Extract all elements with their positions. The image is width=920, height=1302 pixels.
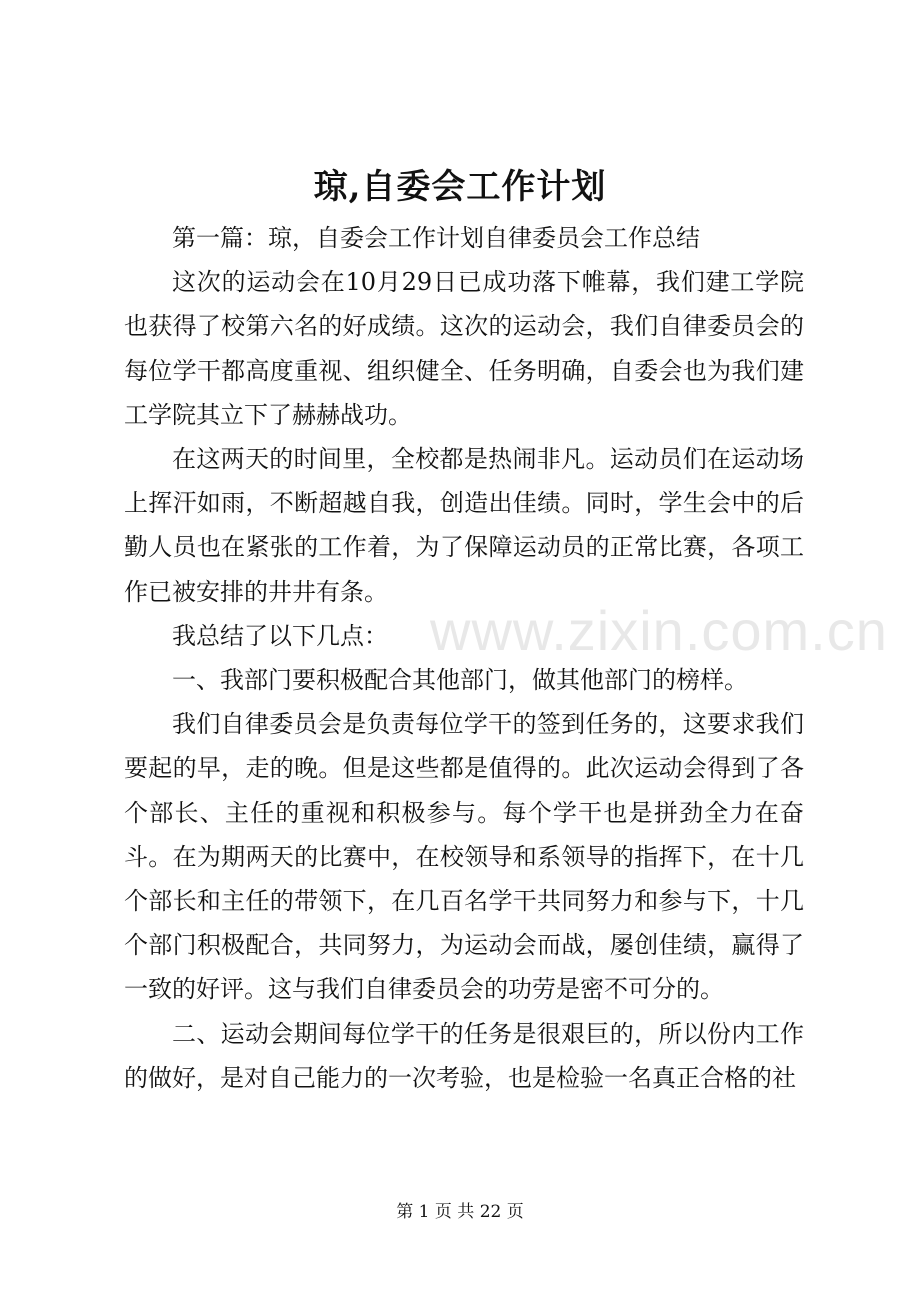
watermark: www.zixin.com.cn [430, 599, 888, 662]
paragraph: 在这两天的时间里，全校都是热闹非凡。运动员们在运动场上挥汗如雨，不断超越自我，创造出佳绩。同时，学生会中的后勤人员也在紧张的工作着，为了保障运动员的正常比赛，各项工作已被安排的井井有条。 [124, 445, 804, 606]
paragraph: 这次的运动会在10月29日已成功落下帷幕，我们建工学院也获得了校第六名的好成绩。这次的运动会，我们自律委员会的每位学干都高度重视、组织健全、任务明确，自委会也为我们建工学院其立下了赫赫战功。 [124, 268, 804, 429]
paragraph-heading: 第一篇：琼，自委会工作计划自律委员会工作总结 [172, 224, 700, 252]
paragraph: 我总结了以下几点： [172, 621, 388, 650]
document-title: 琼,自委会工作计划 [313, 167, 607, 207]
page-footer: 第 1 页 共 22 页 [396, 1202, 524, 1222]
paragraph: 二、运动会期间每位学干的任务是很艰巨的，所以份内工作的做好，是对自己能力的一次考验，也是检验一名真正合格的社 [124, 1019, 804, 1092]
paragraph: 一、我部门要积极配合其他部门，做其他部门的榜样。 [172, 666, 748, 695]
paragraph: 我们自律委员会是负责每位学干的签到任务的，这要求我们要起的早，走的晚。但是这些都是值得的。此次运动会得到了各个部长、主任的重视和积极参与。每个学干也是拼劲全力在奋斗。在为期两天的比赛中，在校领导和系领导的指挥下，在十几个部长和主任的带领下，在几百名学干共同努力和参与下，十几个部门积极配合，共同努力，为运动会而战，屡创佳绩，赢得了一致的好评。这与我们自律委员会的功劳是密不可分的。 [124, 710, 804, 1004]
